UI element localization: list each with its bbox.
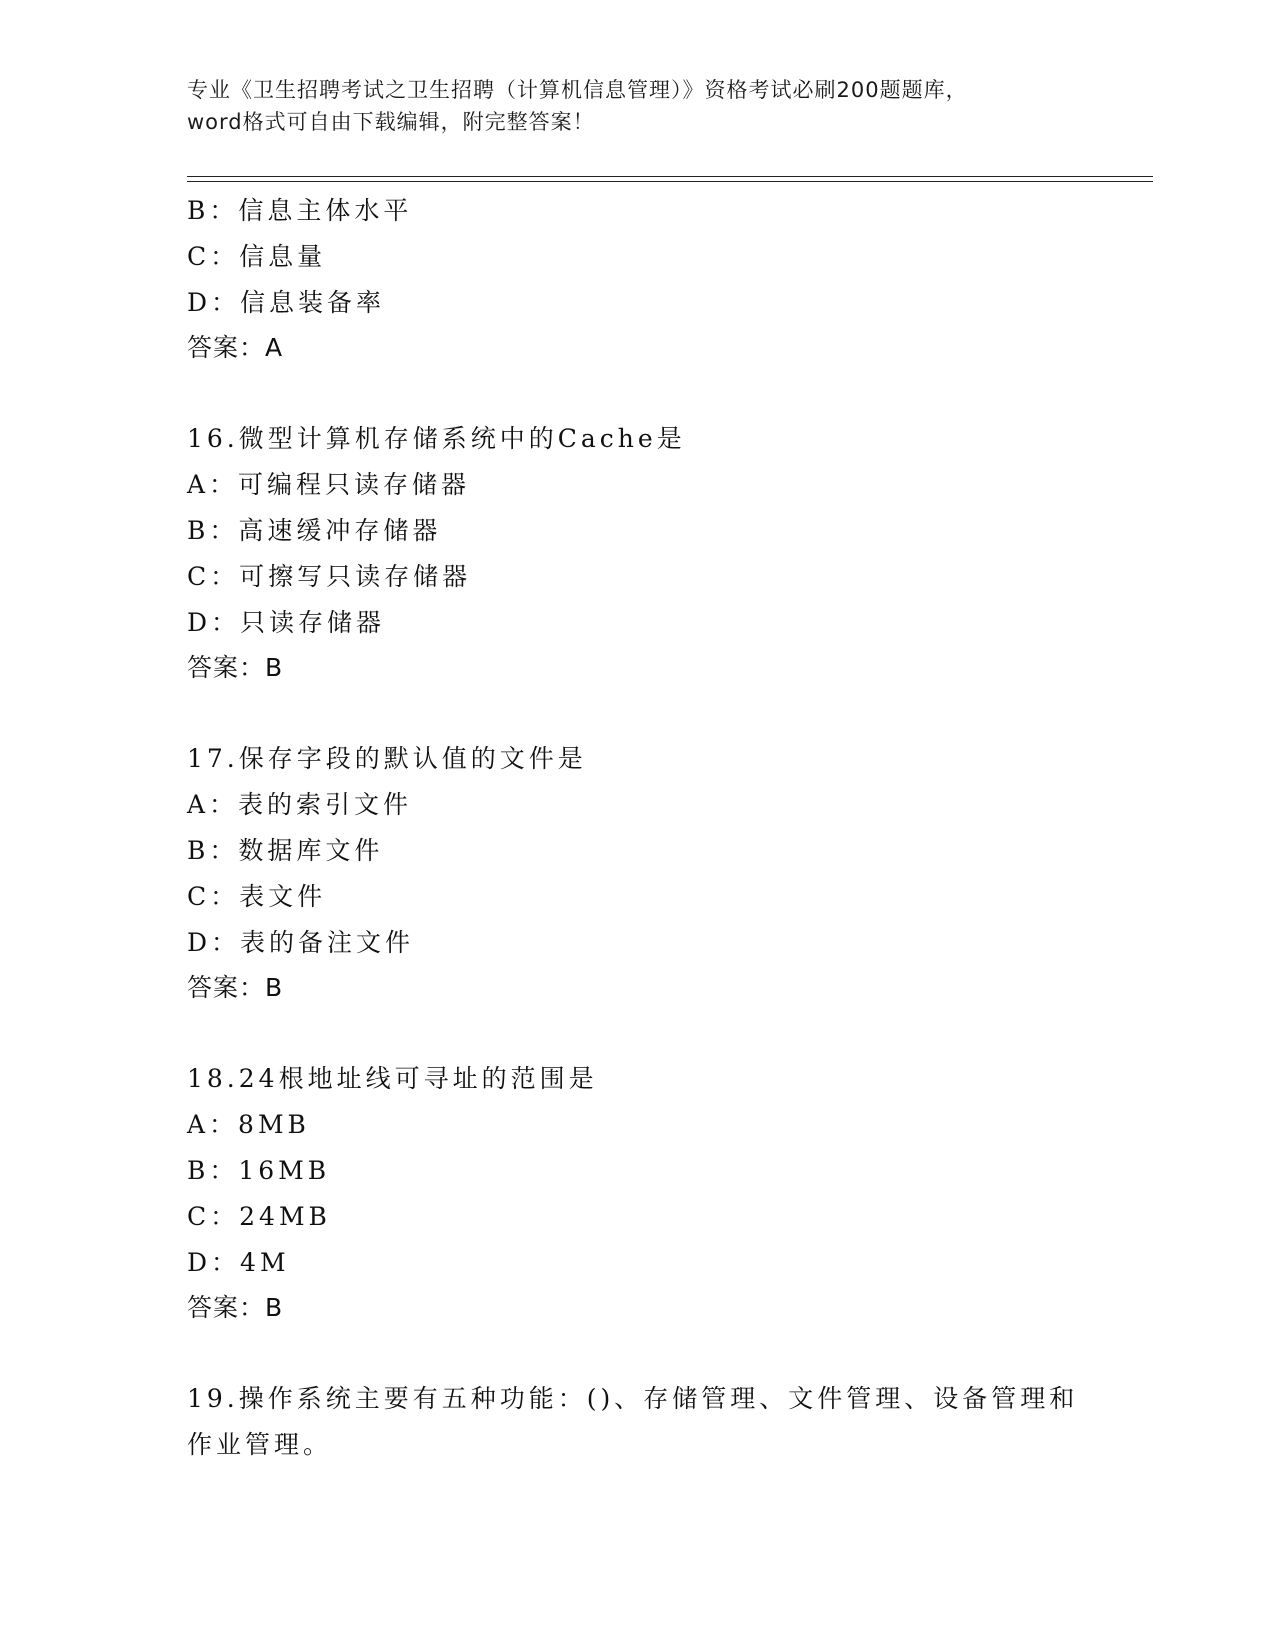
option-b: B：数据库文件 xyxy=(187,836,384,865)
question-18 xyxy=(187,1056,1147,1330)
answer-line: 答案：A xyxy=(187,333,284,362)
header-divider-bottom xyxy=(187,181,1153,182)
option-c: C：24MB xyxy=(187,1202,331,1231)
option-d: D：表的备注文件 xyxy=(187,928,415,957)
question-stem-line-2: 作业管理。 xyxy=(187,1430,333,1459)
option-d: D：只读存储器 xyxy=(187,608,386,637)
option-c: C：信息量 xyxy=(187,242,327,271)
header-title-line-2: word格式可自由下载编辑，附完整答案！ xyxy=(187,110,595,134)
answer-line: 答案：B xyxy=(187,973,284,1002)
option-b: B：高速缓冲存储器 xyxy=(187,516,442,545)
question-stem: 18.24根地址线可寻址的范围是 xyxy=(187,1064,598,1093)
option-c: C：表文件 xyxy=(187,882,327,911)
question-19 xyxy=(187,1376,1147,1468)
question-stem: 16.微型计算机存储系统中的Cache是 xyxy=(187,424,686,453)
question-17 xyxy=(187,736,1147,1010)
spacer xyxy=(187,1330,1147,1376)
option-b: B：信息主体水平 xyxy=(187,196,413,225)
header-divider-top xyxy=(187,176,1153,177)
question-16 xyxy=(187,416,1147,690)
question-stem: 17.保存字段的默认值的文件是 xyxy=(187,744,587,773)
option-d: D：信息装备率 xyxy=(187,288,386,317)
option-c: C：可擦写只读存储器 xyxy=(187,562,472,591)
question-stem-line-1: 19.操作系统主要有五种功能：()、存储管理、文件管理、设备管理和 xyxy=(187,1384,1079,1413)
option-a: A：8MB xyxy=(187,1110,310,1139)
question-list xyxy=(187,188,1147,1468)
option-d: D：4M xyxy=(187,1248,290,1277)
spacer xyxy=(187,690,1147,736)
spacer xyxy=(187,370,1147,416)
spacer xyxy=(187,1010,1147,1056)
option-a: A：表的索引文件 xyxy=(187,790,413,819)
answer-line: 答案：B xyxy=(187,653,284,682)
answer-line: 答案：B xyxy=(187,1293,284,1322)
option-b: B：16MB xyxy=(187,1156,331,1185)
option-a: A：可编程只读存储器 xyxy=(187,470,471,499)
question-continued xyxy=(187,188,1147,370)
document-header xyxy=(187,74,1067,138)
header-title-line-1: 专业《卫生招聘考试之卫生招聘（计算机信息管理）》资格考试必刷200题题库， xyxy=(187,78,968,102)
